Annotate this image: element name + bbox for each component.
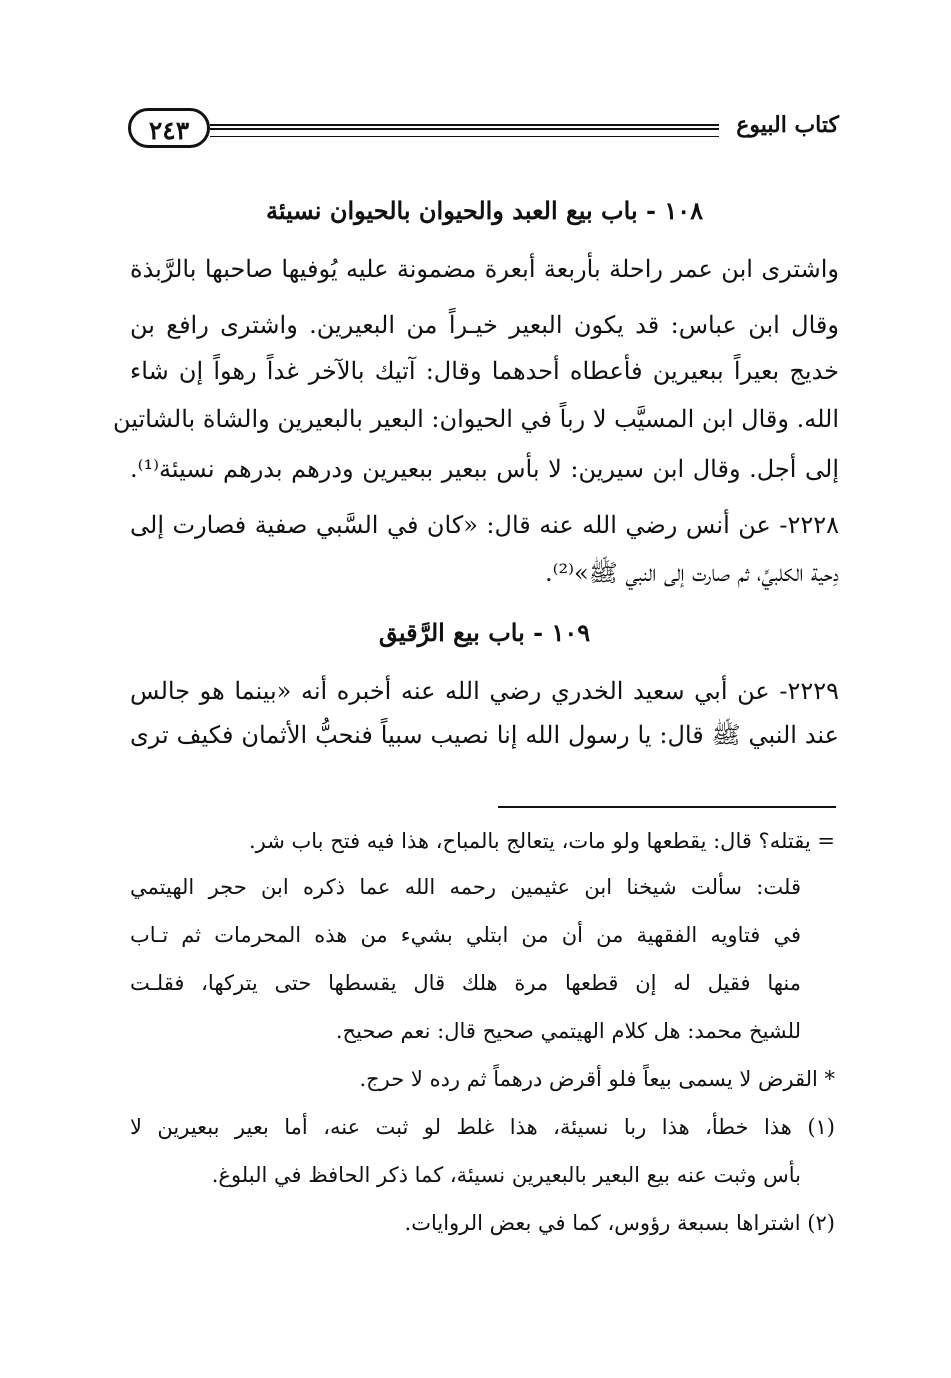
footnote-line: = يقتله؟ قال: يقطعها ولو مات، يتعالج بالمباح، هذا فيه فتح باب شر.: [248, 829, 835, 853]
running-header-title: كتاب البيوع: [736, 112, 839, 138]
footnote-line: منها فقيل له إن قطعها مرة هلك قال يقسطها حتى يتركها، فقلـت: [130, 971, 801, 995]
chapter-heading-109: ١٠٩ - باب بيع الرَّقيق: [378, 618, 591, 647]
body-line: خديج بعيراً ببعيرين فأعطاه أحدهما وقال: آتيك بالآخر غداً رهواً إن شاء: [130, 357, 839, 385]
hadith-2228-line: ٢٢٢٨- عن أنس رضي الله عنه قال: «كان في السَّبي صفية فصارت إلى: [130, 511, 839, 539]
body-line: واشترى ابن عمر راحلة بأربعة أبعرة مضمونة عليه يُوفيها صاحبها بالرَّبذة: [130, 255, 839, 283]
body-line: وقال ابن عباس: قد يكون البعير خيـراً من البعيرين. واشترى رافع بن: [130, 311, 839, 339]
hadith-2228-line: دِحية الكلبيِّ، ثم صارت إلى النبي ﷺ»⁽²⁾.: [544, 559, 839, 587]
header-rule-thin: [210, 136, 719, 137]
hadith-2229-line: عند النبي ﷺ قال: يا رسول الله إنا نصيب سبياً فنحبُّ الأثمان فكيف ترى: [130, 721, 839, 749]
footnote-line: للشيخ محمد: هل كلام الهيتمي صحيح قال: نعم صحيح.: [335, 1019, 801, 1043]
footnote-1: (١) هذا خطأ، هذا ربا نسيئة، هذا غلط لو ثبت عنه، أما بعير ببعيرين لا: [130, 1115, 835, 1139]
header-rule: [210, 124, 719, 130]
body-line: الله. وقال ابن المسيَّب لا رباً في الحيوان: البعير بالبعيرين والشاة بالشاتين: [112, 405, 839, 433]
footnote-line: في فتاويه الفقهية من أن من ابتلي بشيء من هذه المحرمات ثم تـاب: [130, 923, 801, 947]
footnote-1-cont: بأس وثبت عنه بيع البعير بالبعيرين نسيئة، كما ذكر الحافظ في البلوغ.: [211, 1163, 801, 1187]
footnote-line: قلت: سألت شيخنا ابن عثيمين رحمه الله عما ذكره ابن حجر الهيتمي: [130, 875, 801, 899]
footnote-line: * القرض لا يسمى بيعاً فلو أقرض درهماً ثم رده لا حرج.: [359, 1067, 835, 1091]
footnote-separator: [498, 806, 836, 808]
body-line: إلى أجل. وقال ابن سيرين: لا بأس ببعير ببعيرين ودرهم بدرهم نسيئة⁽¹⁾.: [130, 455, 839, 483]
chapter-heading-108: ١٠٨ - باب بيع العبد والحيوان بالحيوان نسيئة: [266, 196, 703, 225]
footnote-2: (٢) اشتراها بسبعة رؤوس، كما في بعض الروايات.: [404, 1211, 835, 1235]
hadith-2229-line: ٢٢٢٩- عن أبي سعيد الخدري رضي الله عنه أخبره أنه «بينما هو جالس: [130, 677, 839, 705]
page-number-badge: ٢٤٣: [128, 108, 210, 148]
